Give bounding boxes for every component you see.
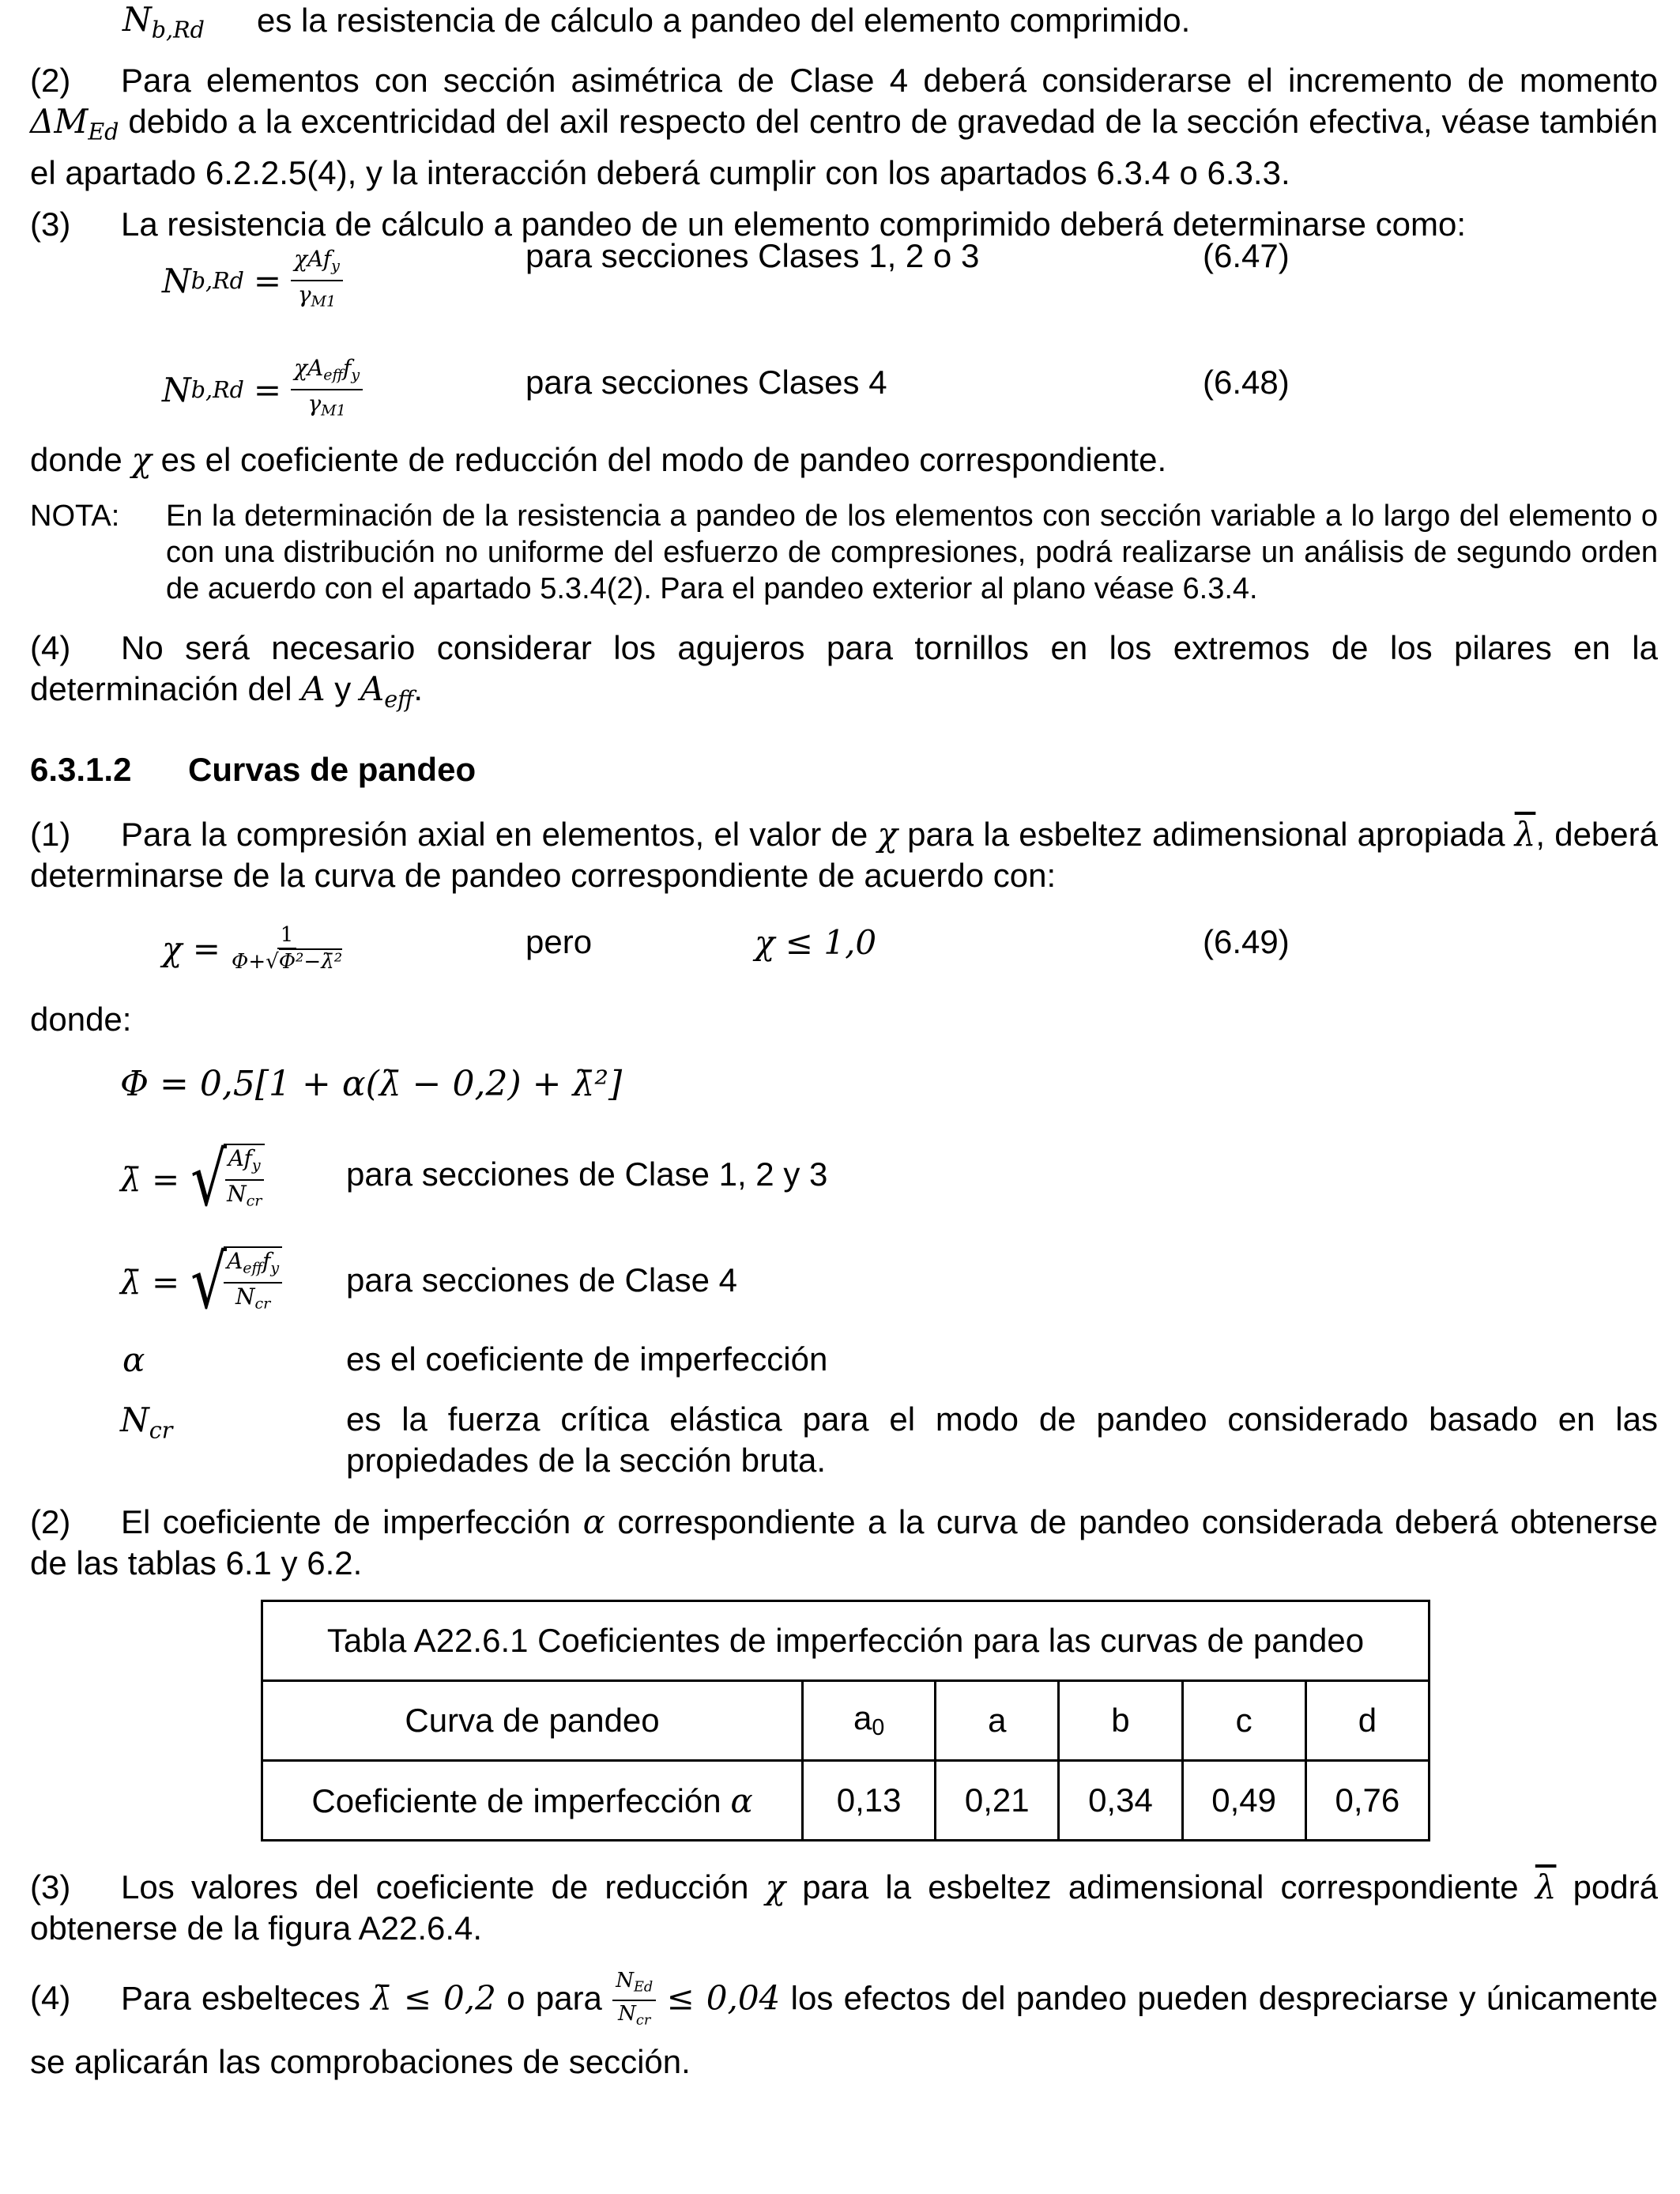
imperfection-table — [261, 1600, 1430, 1842]
table-cell-curve: a — [936, 1681, 1059, 1761]
equation-6-48: N b,Rd = $\frac{\chi A_{eff}f_y}{\gamma_{M1}}$ — [162, 346, 363, 433]
ncr-symbol: $N_{cr}$ — [120, 1400, 173, 1444]
table-cell-label: Coeficiente de imperfección α — [262, 1761, 803, 1841]
table-cell-value: 0,13 — [803, 1761, 936, 1841]
equation-6-49-condition: χ ≤ 1,0 — [755, 923, 877, 962]
paragraph-3: (3) La resistencia de cálculo a pandeo de un elemento comprimido deberá determinarse como: — [30, 205, 1466, 243]
equation-6-47-desc: para secciones Clases 1, 2 o 3 — [525, 237, 980, 274]
paragraph-s3: (3) Los valores del coeficiente de reducción χ para la esbeltez adimensional correspondiente $\overline{\lambda}$ podrá obtenerse de la figura A22.6.4. — [30, 1868, 1658, 1947]
lambda-class-1-3-desc: para secciones de Clase 1, 2 y 3 — [346, 1155, 828, 1193]
sqrt-sign: √ — [266, 950, 279, 974]
table-row-values — [262, 1761, 1430, 1841]
table-cell-value: 0,76 — [1305, 1761, 1429, 1841]
equation-6-49: χ = $\frac{1}{\text{Φ+√Φ²−λ̄²}}$ — [162, 909, 345, 988]
sqrt-sign: √ — [190, 1136, 228, 1223]
paragraph-4: (4) No será necesario considerar los agujeros para tornillos en los extremos de los pilares en la determinación del A y $A_{eff}$. — [30, 629, 1658, 713]
fraction: $\frac{Af_y}{N_{cr}}$ — [224, 1144, 265, 1214]
table-caption: Tabla A22.6.1 Coeficientes de imperfección para las curvas de pandeo — [262, 1601, 1430, 1681]
section-title: Curvas de pandeo — [188, 751, 477, 788]
fraction: $\frac{A_{eff}f_y}{N_{cr}}$ — [224, 1246, 282, 1317]
table-cell-value: 0,49 — [1182, 1761, 1305, 1841]
fraction: $\frac{N_{Ed}}{N_{cr}}$ — [612, 1968, 656, 2034]
lambda-class-4-desc: para secciones de Clase 4 — [346, 1261, 737, 1299]
chi-definition: donde χ es el coeficiente de reducción del modo de pandeo correspondiente. — [30, 440, 1167, 479]
top-definition: es la resistencia de cálculo a pandeo del elemento comprimido. — [257, 2, 1191, 39]
alpha-symbol: α — [122, 1340, 145, 1379]
alpha-desc: es el coeficiente de imperfección — [346, 1340, 828, 1378]
table-cell-label: Curva de pandeo — [262, 1681, 803, 1761]
equation-6-49-pero: pero — [525, 923, 593, 960]
paragraph-s4: (4) Para esbelteces λ̄ ≤ 0,2 o para $\frac{N_{Ed}}{N_{cr}}$ ≤ 0,04 los efectos del pandeo pueden despreciarse y únicamente se aplicarán las comprobaciones de sección. — [30, 1969, 1658, 2080]
table-row-curves — [262, 1681, 1430, 1761]
lambda-equation-class-1-3: λ̄ = √ $\frac{Af_y}{N_{cr}}$ — [120, 1132, 265, 1227]
note-label: NOTA: — [30, 499, 120, 533]
sqrt-sign: √ — [190, 1238, 228, 1325]
equation-6-48-desc: para secciones Clases 4 — [525, 364, 887, 401]
equation-6-48-ref: (6.48) — [1203, 364, 1290, 401]
section-number: 6.3.1.2 — [30, 751, 132, 788]
fraction: $\frac{\chi Af_y}{\gamma_{M1}}$ — [291, 246, 343, 315]
note-text: En la determinación de la resistencia a pandeo de los elementos con sección variable a lo largo del elemento o con una distribución no uniforme del esfuerzo de compresiones, podrá realizarse un análisis de segundo orden de acuerdo con el apartado 5.3.4(2). Para el pandeo exterior al plano véase 6.3.4. — [166, 499, 1658, 605]
table-cell-curve: b — [1059, 1681, 1182, 1761]
paragraph-s1: (1) Para la compresión axial en elementos, el valor de χ para la esbeltez adimensional apropiada $\overline{\lambda}$, deberá determinarse de la curva de pandeo correspondiente de acuerdo con: — [30, 815, 1658, 894]
table-cell-value: 0,21 — [936, 1761, 1059, 1841]
table-cell-value: 0,34 — [1059, 1761, 1182, 1841]
ncr-desc: es la fuerza crítica elástica para el modo de pandeo considerado basado en las propiedades de la sección bruta. — [346, 1400, 1658, 1479]
paragraph-s2: (2) El coeficiente de imperfección α correspondiente a la curva de pandeo considerada deberá obtenerse de las tablas 6.1 y 6.2. — [30, 1502, 1658, 1581]
table-cell-curve: c — [1182, 1681, 1305, 1761]
fraction: $\frac{\chi A_{eff}f_y}{\gamma_{M1}}$ — [291, 355, 363, 424]
phi-equation: Φ = 0,5[1 + α(λ̄ − 0,2) + λ̄²] — [120, 1064, 623, 1104]
lambda-equation-class-4: λ̄ = √ $\frac{A_{eff}f_y}{N_{cr}}$ — [120, 1235, 282, 1329]
symbol-nbrd: $N_{b,Rd}$ — [122, 0, 205, 43]
paragraph-2: (2) Para elementos con sección asimétrica de Clase 4 deberá considerarse el incremento de momento $\Delta M_{Ed}$ debido a la excentricidad del axil respecto del centro de gravedad de la sección efectiva, véase también el apartado 6.2.2.5(4), y la interacción deberá cumplir con los apartados 6.3.4 o 6.3.3. — [30, 62, 1658, 191]
table-caption-row — [262, 1601, 1430, 1681]
table-cell-curve: d — [1305, 1681, 1429, 1761]
equation-6-47-ref: (6.47) — [1203, 237, 1290, 274]
equation-6-49-ref: (6.49) — [1203, 923, 1290, 960]
equation-6-47: N b,Rd = $\frac{\chi Af_y}{\gamma_{M1}}$ — [162, 237, 343, 324]
table-cell-curve: a0 — [803, 1681, 936, 1761]
donde-label: donde: — [30, 1001, 132, 1038]
fraction: $\frac{1}{\text{Φ+√Φ²−λ̄²}}$ — [232, 923, 343, 974]
